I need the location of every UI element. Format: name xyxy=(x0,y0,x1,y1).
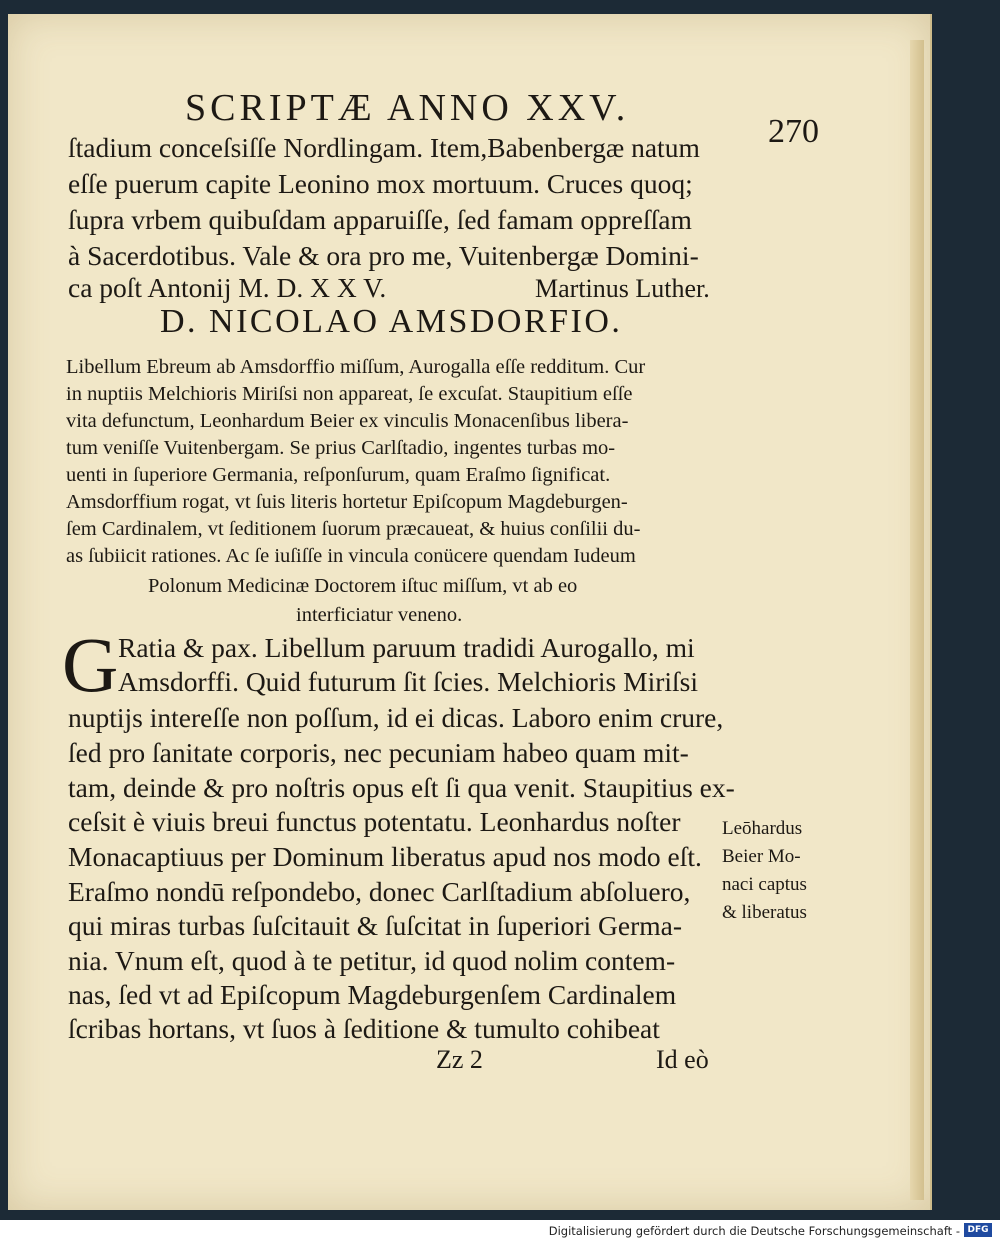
drop-cap: G xyxy=(62,621,119,708)
body-line: tam, deinde & pro noſtris opus eſt ſi qua venit. Staupitius ex- xyxy=(68,772,735,803)
credit-text: Digitalisierung gefördert durch die Deutsche Forschungsgemeinschaft - xyxy=(548,1224,960,1238)
body-line: nia. Vnum eſt, quod à te petitur, id quod nolim contem- xyxy=(68,945,676,976)
body-line: nuptijs intereſſe non poſſum, id ei dicas. Laboro enim crure, xyxy=(68,702,724,733)
body-line: ceſsit è viuis breui functus potentatu. Leonhardus noſter xyxy=(68,806,681,837)
letter-line: ſupra vrbem quibuſdam apparuiſſe, ſed famam oppreſſam xyxy=(68,204,692,235)
page-number: 270 xyxy=(768,113,819,150)
body-line: Monacaptiuus per Dominum liberatus apud nos modo eſt. xyxy=(68,841,702,872)
summary-line: as ſubiicit rationes. Ac ſe iuſiſſe in vincula conücere quendam Iudeum xyxy=(66,545,636,567)
letter-heading: D. NICOLAO AMSDORFIO. xyxy=(160,303,623,340)
summary-line: interficiatur veneno. xyxy=(296,604,463,626)
summary-line: Amsdorffium rogat, vt ſuis literis hortetur Epiſcopum Magdeburgen- xyxy=(66,491,628,513)
summary-line: vita defunctum, Leonhardum Beier ex vinculis Monacenſibus libera- xyxy=(66,410,629,432)
body-line: nas, ſed vt ad Epiſcopum Magdeburgenſem Cardinalem xyxy=(68,979,677,1010)
letter-line: eſſe puerum capite Leonino mox mortuum. Cruces quoq; xyxy=(68,168,693,199)
body-line: Eraſmo nondū reſpondebo, donec Carlſtadium abſoluero, xyxy=(68,876,691,907)
body-line: ſcribas hortans, vt ſuos à ſeditione & tumulto cohibeat xyxy=(68,1013,660,1044)
letter-dateline: ca poſt Antonij M. D. X X V. xyxy=(68,272,387,303)
signature: Martinus Luther. xyxy=(535,274,710,303)
summary-line: Polonum Medicinæ Doctorem iſtuc miſſum, vt ab eo xyxy=(148,575,578,597)
summary-line: in nuptiis Melchioris Miriſsi non appareat, ſe excuſat. Staupitium eſſe xyxy=(66,383,633,405)
running-head: SCRIPTÆ ANNO XXV. xyxy=(185,87,630,129)
body-line: Ratia & pax. Libellum paruum tradidi Aurogallo, mi xyxy=(118,632,695,663)
body-line: qui miras turbas ſuſcitauit & ſuſcitat in ſuperiori Germa- xyxy=(68,910,683,941)
dfg-logo[interactable]: DFG xyxy=(964,1223,992,1237)
signature-mark: Zz 2 xyxy=(436,1045,483,1074)
page-edge xyxy=(910,40,924,1200)
summary-line: ſem Cardinalem, vt ſeditionem ſuorum præcaueat, & huius conſilii du- xyxy=(66,518,641,540)
summary-line: Libellum Ebreum ab Amsdorffio miſſum, Aurogalla eſſe redditum. Cur xyxy=(66,356,646,378)
letter-line: à Sacerdotibus. Vale & ora pro me, Vuitenbergæ Domini- xyxy=(68,240,699,271)
marginal-note-line: Beier Mo- xyxy=(722,846,801,867)
marginal-note-line: naci captus xyxy=(722,874,807,895)
catchword: Id eò xyxy=(656,1045,709,1074)
summary-line: uenti in ſuperiore Germania, reſponſurum, quam Eraſmo ſignificat. xyxy=(66,464,611,486)
marginal-note-line: Leōhardus xyxy=(722,818,803,839)
summary-line: tum veniſſe Vuitenbergam. Se prius Carlſtadio, ingentes turbas mo- xyxy=(66,437,616,459)
marginal-note-line: & liberatus xyxy=(722,902,807,923)
body-line: Amsdorffi. Quid futurum ſit ſcies. Melchioris Miriſsi xyxy=(118,666,698,697)
letter-line: ſtadium conceſsiſſe Nordlingam. Item,Babenbergæ natum xyxy=(68,132,700,163)
body-line: ſed pro ſanitate corporis, nec pecuniam habeo quam mit- xyxy=(68,737,689,768)
